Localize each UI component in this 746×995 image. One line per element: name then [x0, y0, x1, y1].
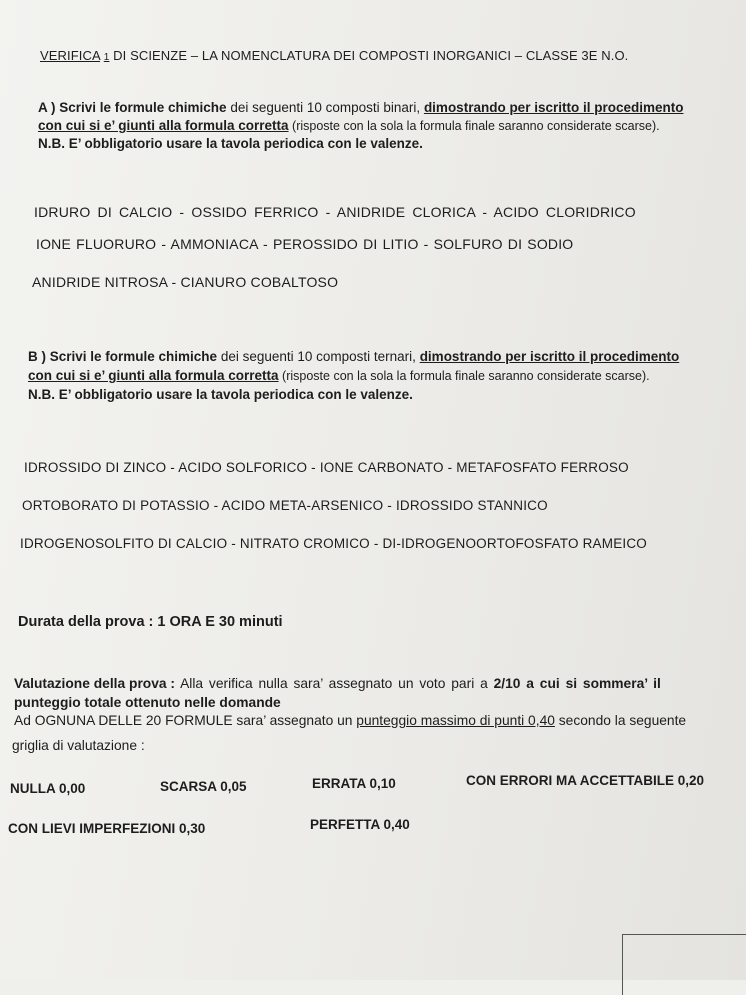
grade-scarsa: SCARSA 0,05 — [160, 779, 247, 794]
score-box — [622, 934, 746, 995]
section-b-line2: con cui si e’ giunti alla formula corretta (risposte con la sola la formula finale saranno considerate scarse). — [28, 368, 650, 383]
section-a-row1: IDRURO DI CALCIO - OSSIDO FERRICO - ANIDRIDE CLORICA - ACIDO CLORIDRICO — [34, 204, 636, 220]
grade-imperfezioni: CON LIEVI IMPERFEZIONI 0,30 — [8, 821, 206, 836]
grade-nulla: NULLA 0,00 — [10, 781, 86, 796]
section-a-note: N.B. E’ obbligatorio usare la tavola periodica con le valenze. — [38, 136, 423, 151]
section-b-note: N.B. E’ obbligatorio usare la tavola periodica con le valenze. — [28, 387, 413, 402]
section-a-row3: ANIDRIDE NITROSA - CIANURO COBALTOSO — [32, 274, 339, 290]
section-a-line1: A ) Scrivi le formule chimiche dei seguenti 10 composti binari, dimostrando per iscritto il procedimento — [38, 100, 684, 115]
section-a-row2: IONE FLUORURO - AMMONIACA - PEROSSIDO DI LITIO - SOLFURO DI SODIO — [36, 236, 574, 252]
section-b-row2: ORTOBORATO DI POTASSIO - ACIDO META-ARSENICO - IDROSSIDO STANNICO — [22, 498, 548, 513]
grade-perfetta: PERFETTA 0,40 — [310, 817, 410, 832]
grade-accettabile: CON ERRORI MA ACCETTABILE 0,20 — [466, 773, 705, 788]
section-b-row3: IDROGENOSOLFITO DI CALCIO - NITRATO CROMICO - DI-IDROGENOORTOFOSFATO RAMEICO — [20, 536, 647, 551]
evaluation-line4: griglia di valutazione : — [12, 738, 145, 753]
grade-errata: ERRATA 0,10 — [312, 776, 396, 791]
evaluation-line2: punteggio totale ottenuto nelle domande — [14, 695, 281, 710]
section-b-line1: B ) Scrivi le formule chimiche dei seguenti 10 composti ternari, dimostrando per iscritto il procedimento — [28, 349, 680, 364]
section-b-row1: IDROSSIDO DI ZINCO - ACIDO SOLFORICO - IONE CARBONATO - METAFOSFATO FERROSO — [24, 460, 629, 475]
evaluation-line1: Valutazione della prova : Alla verifica nulla sara’ assegnato un voto pari a 2/10 a cui si sommera’ il — [14, 676, 661, 691]
evaluation-line3: Ad OGNUNA DELLE 20 FORMULE sara’ assegnato un punteggio massimo di punti 0,40 secondo la seguente — [14, 713, 687, 728]
section-a-line2: con cui si e’ giunti alla formula corretta (risposte con la sola la formula finale saranno considerate scarse). — [38, 118, 660, 133]
duration: Durata della prova : 1 ORA E 30 minuti — [18, 614, 283, 630]
exam-title: VERIFICA 1 DI SCIENZE – LA NOMENCLATURA DEI COMPOSTI INORGANICI – CLASSE 3E N.O. — [40, 48, 629, 63]
